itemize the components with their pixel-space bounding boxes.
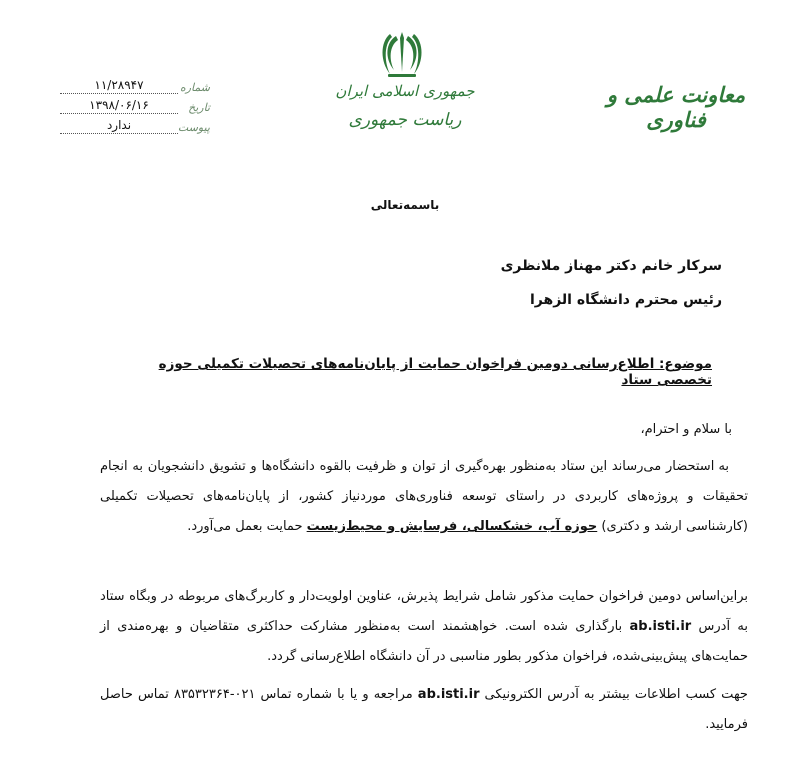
addressee-line2: رئیس محترم دانشگاه الزهرا — [529, 292, 722, 308]
paragraph-1 — [100, 452, 748, 542]
p3-mid: مراجعه و یا با شماره تماس — [260, 687, 413, 702]
date-value: ۱۳۹۸/۰۶/۱۶ — [60, 98, 178, 114]
p1-end: حمایت بعمل می‌آورد. — [187, 519, 303, 534]
p3-end: تماس حاصل فرمایید. — [100, 687, 748, 732]
subject-text: موضوع: اطلاع‌رسانی دومین فراخوان حمایت از پایان‌نامه‌های تحصیلات تکمیلی حوزه تخصصی ستاد — [158, 356, 712, 388]
phone-number: ۰۲۱-۸۳۵۳۲۳۶۴ — [173, 687, 256, 702]
department-title: معاونت علمی و فناوری — [606, 82, 746, 132]
date-row — [60, 94, 210, 114]
date-label: تاریخ — [188, 101, 210, 114]
attachment-label: پیوست — [177, 121, 210, 134]
subject-line — [100, 356, 712, 388]
greeting: با سلام و احترام، — [640, 422, 732, 437]
website-link[interactable]: ab.isti.ir — [629, 619, 692, 634]
org-name-line1: جمهوری اسلامی ایران — [335, 82, 475, 100]
bismillah: باسمه‌تعالی — [370, 198, 440, 212]
letter-meta — [60, 74, 210, 134]
paragraph-2 — [100, 582, 748, 672]
p1-text: به استحضار می‌رساند این ستاد به‌منظور بهره‌گیری از توان و ظرفیت بالقوه دانشگاه‌ها و تشویق دانشجویان به انجام تحقیقات و پروژه‌های کاربردی در راستای توسعه فناوری‌های موردنیاز کشور، از پایان‌نامه‌های تحصیلات تکمیلی (کارشناسی ارشد و دکتری) — [100, 459, 748, 534]
contact-link[interactable]: ab.isti.ir — [417, 687, 480, 702]
number-value: ۱۱/۲۸۹۴۷ — [60, 78, 178, 94]
p2-end: بارگذاری شده است. خواهشمند است به‌منظور مشارکت حداکثری متقاضیان و بهره‌مندی از حمایت‌های پیش‌بینی‌شده، فراخوان مذکور بطور مناسبی در آن دانشگاه اطلاع‌رسانی گردد. — [100, 619, 748, 664]
paragraph-3 — [100, 680, 748, 740]
number-row — [60, 74, 210, 94]
addressee-line1: سرکار خانم دکتر مهناز ملانظری — [500, 258, 722, 274]
org-name-line2: ریاست جمهوری — [348, 110, 462, 130]
attachment-value: ندارد — [60, 118, 178, 134]
number-label: شماره — [179, 81, 210, 94]
p3-text: جهت کسب اطلاعات بیشتر به آدرس الکترونیکی — [484, 687, 748, 702]
p1-highlight: حوزه آب، خشکسالی، فرسایش و محیط‌زیست — [306, 519, 598, 534]
p2-text: براین‌اساس دومین فراخوان حمایت مذکور شامل شرایط پذیرش، عناوین اولویت‌دار و کاربرگ‌های مربوطه در وبگاه ستاد به آدرس — [100, 589, 748, 634]
attachment-row — [60, 114, 210, 134]
iran-emblem-icon — [376, 28, 428, 80]
